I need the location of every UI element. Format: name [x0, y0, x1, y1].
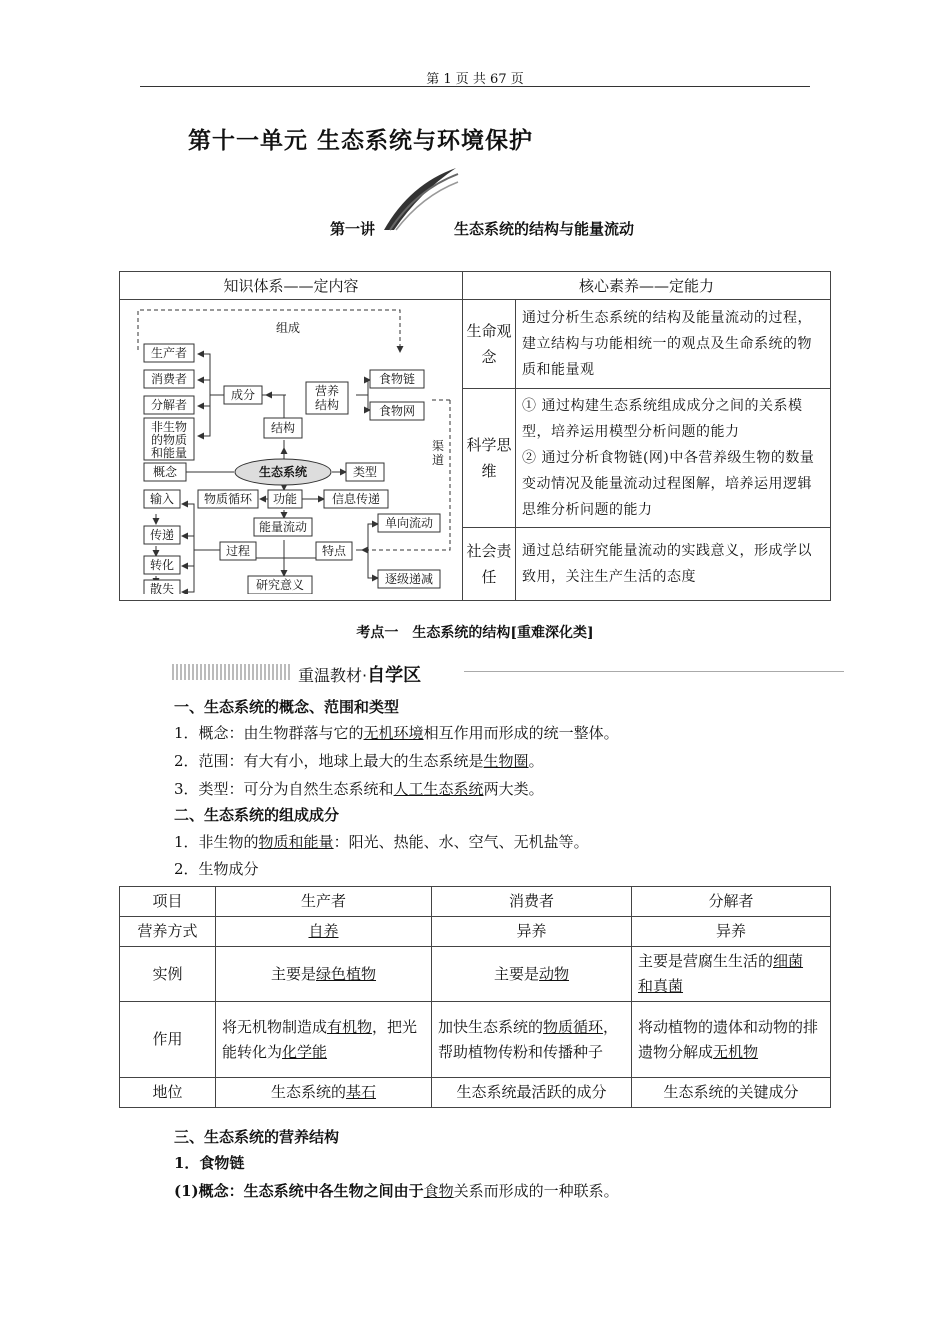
col2-header: 核心素养——定能力 — [463, 272, 831, 300]
para-food-chain-concept: (1)概念：生态系统中各生物之间由于食物关系而形成的一种联系。 — [174, 1182, 619, 1200]
node-matter-cycle: 物质循环 — [203, 492, 253, 506]
row-text-life-concept: 通过分析生态系统的结构及能量流动的过程，建立结构与功能相统一的观点及生命系统的物质和能量观 — [516, 300, 831, 389]
knowledge-diagram — [120, 300, 460, 594]
col1-header: 知识体系——定内容 — [120, 272, 463, 300]
para-types: 3．类型：可分为自然生态系统和人工生态系统两大类。 — [174, 780, 544, 798]
node-transfer: 传递 — [149, 528, 175, 542]
cell-consumer-status: 生态系统最活跃的成分 — [432, 1078, 632, 1108]
node-producer: 生产者 — [150, 346, 188, 360]
node-type: 类型 — [352, 465, 378, 479]
row-label-life-concept: 生命观念 — [463, 300, 516, 389]
node-trophic-1: 营养 — [314, 384, 340, 398]
scientific-thinking-point-1: ① 通过构建生态系统组成成分之间的关系模型，培养运用模型分析问题的能力 — [522, 398, 803, 440]
para-biotic: 2．生物成分 — [174, 860, 259, 878]
diagram-svg — [120, 300, 460, 594]
node-significance: 研究意义 — [255, 578, 305, 592]
node-one-way: 单向流动 — [384, 516, 434, 530]
header-rule — [140, 86, 810, 87]
node-energy-flow: 能量流动 — [258, 520, 308, 534]
heading-trophic: 三、生态系统的营养结构 — [174, 1128, 340, 1146]
bio-components-table — [119, 886, 831, 1108]
node-convert: 转化 — [149, 558, 175, 572]
row-label-status: 地位 — [120, 1078, 216, 1108]
th-item: 项目 — [120, 887, 216, 917]
node-input: 输入 — [149, 492, 175, 506]
para-concept: 1．概念：由生物群落与它的无机环境相互作用而形成的统一整体。 — [174, 724, 619, 742]
row-label-example: 实例 — [120, 947, 216, 1002]
overview-table — [119, 271, 831, 601]
node-trophic-2: 结构 — [314, 398, 340, 412]
node-food-chain: 食物链 — [378, 372, 416, 386]
lecture-title: 生态系统的结构与能量流动 — [454, 220, 635, 238]
scientific-thinking-point-2: ② 通过分析食物链(网)中各营养级生物的数量变动情况及能量流动过程图解，培养运用逻辑思维分析问题的能力 — [522, 450, 815, 518]
node-decomposer: 分解者 — [150, 398, 188, 412]
node-function: 功能 — [272, 492, 298, 506]
page-header: 第 1 页 共 67 页 — [426, 72, 524, 87]
para-range: 2．范围：有大有小，地球上最大的生态系统是生物圈。 — [174, 752, 544, 770]
row-label-scientific-thinking: 科学思维 — [463, 389, 516, 528]
para-food-chain: 1．食物链 — [174, 1154, 245, 1172]
cell-consumer-nutrition: 异养 — [432, 917, 632, 947]
cell-producer-example: 主要是绿色植物 — [216, 947, 432, 1002]
unit-title: 第十一单元 生态系统与环境保护 — [188, 127, 534, 154]
label-channel-1: 渠 — [431, 439, 445, 453]
row-text-scientific-thinking — [516, 389, 831, 528]
node-ecosystem: 生态系统 — [258, 465, 308, 479]
cell-decomposer-status: 生态系统的关键成分 — [632, 1078, 831, 1108]
th-producer: 生产者 — [216, 887, 432, 917]
cell-decomposer-example: 主要是营腐生生活的细菌 和真菌 — [632, 947, 831, 1002]
knowledge-diagram-cell — [120, 300, 463, 601]
cell-consumer-example: 主要是动物 — [432, 947, 632, 1002]
cell-producer-nutrition: 自养 — [216, 917, 432, 947]
study-band: 重温教材·自学区 — [172, 661, 844, 685]
node-abiotic-1: 非生物 — [150, 420, 188, 434]
node-concept: 概念 — [152, 465, 178, 479]
label-channel-2: 道 — [431, 453, 445, 467]
node-feature: 特点 — [321, 544, 347, 558]
para-abiotic: 1．非生物的物质和能量：阳光、热能、水、空气、无机盐等。 — [174, 833, 589, 851]
swoosh-decoration — [380, 164, 460, 234]
node-food-web: 食物网 — [378, 404, 416, 418]
node-info-transfer: 信息传递 — [331, 492, 381, 506]
node-dissipate: 散失 — [149, 582, 175, 594]
cell-decomposer-nutrition: 异养 — [632, 917, 831, 947]
lecture-number: 第一讲 — [330, 220, 376, 238]
node-components: 成分 — [230, 388, 256, 402]
th-decomposer: 分解者 — [632, 887, 831, 917]
cell-decomposer-role: 将动植物的遗体和动物的排遗物分解成无机物 — [632, 1002, 831, 1078]
th-consumer: 消费者 — [432, 887, 632, 917]
row-label-role: 作用 — [120, 1002, 216, 1078]
node-abiotic-2: 的物质 — [150, 433, 188, 447]
cell-consumer-role: 加快生态系统的物质循环，帮助植物传粉和传播种子 — [432, 1002, 632, 1078]
row-label-nutrition: 营养方式 — [120, 917, 216, 947]
heading-components: 二、生态系统的组成成分 — [174, 806, 340, 824]
row-text-social-responsibility: 通过总结研究能量流动的实践意义，形成学以致用，关注生产生活的态度 — [516, 528, 831, 601]
node-decreasing: 逐级递减 — [384, 572, 434, 586]
study-band-label: 重温教材 — [298, 666, 363, 685]
row-label-social-responsibility: 社会责任 — [463, 528, 516, 601]
node-abiotic-3: 和能量 — [150, 446, 188, 460]
label-composition: 组成 — [275, 321, 301, 335]
node-process: 过程 — [225, 544, 251, 558]
node-structure: 结构 — [270, 421, 296, 435]
heading-concept: 一、生态系统的概念、范围和类型 — [174, 698, 400, 716]
cell-producer-status: 生态系统的基石 — [216, 1078, 432, 1108]
section-heading: 考点一 生态系统的结构[重难深化类] — [356, 625, 594, 641]
node-consumer: 消费者 — [150, 372, 188, 386]
cell-producer-role: 将无机物制造成有机物，把光能转化为化学能 — [216, 1002, 432, 1078]
study-band-label-2: 自学区 — [367, 665, 422, 686]
